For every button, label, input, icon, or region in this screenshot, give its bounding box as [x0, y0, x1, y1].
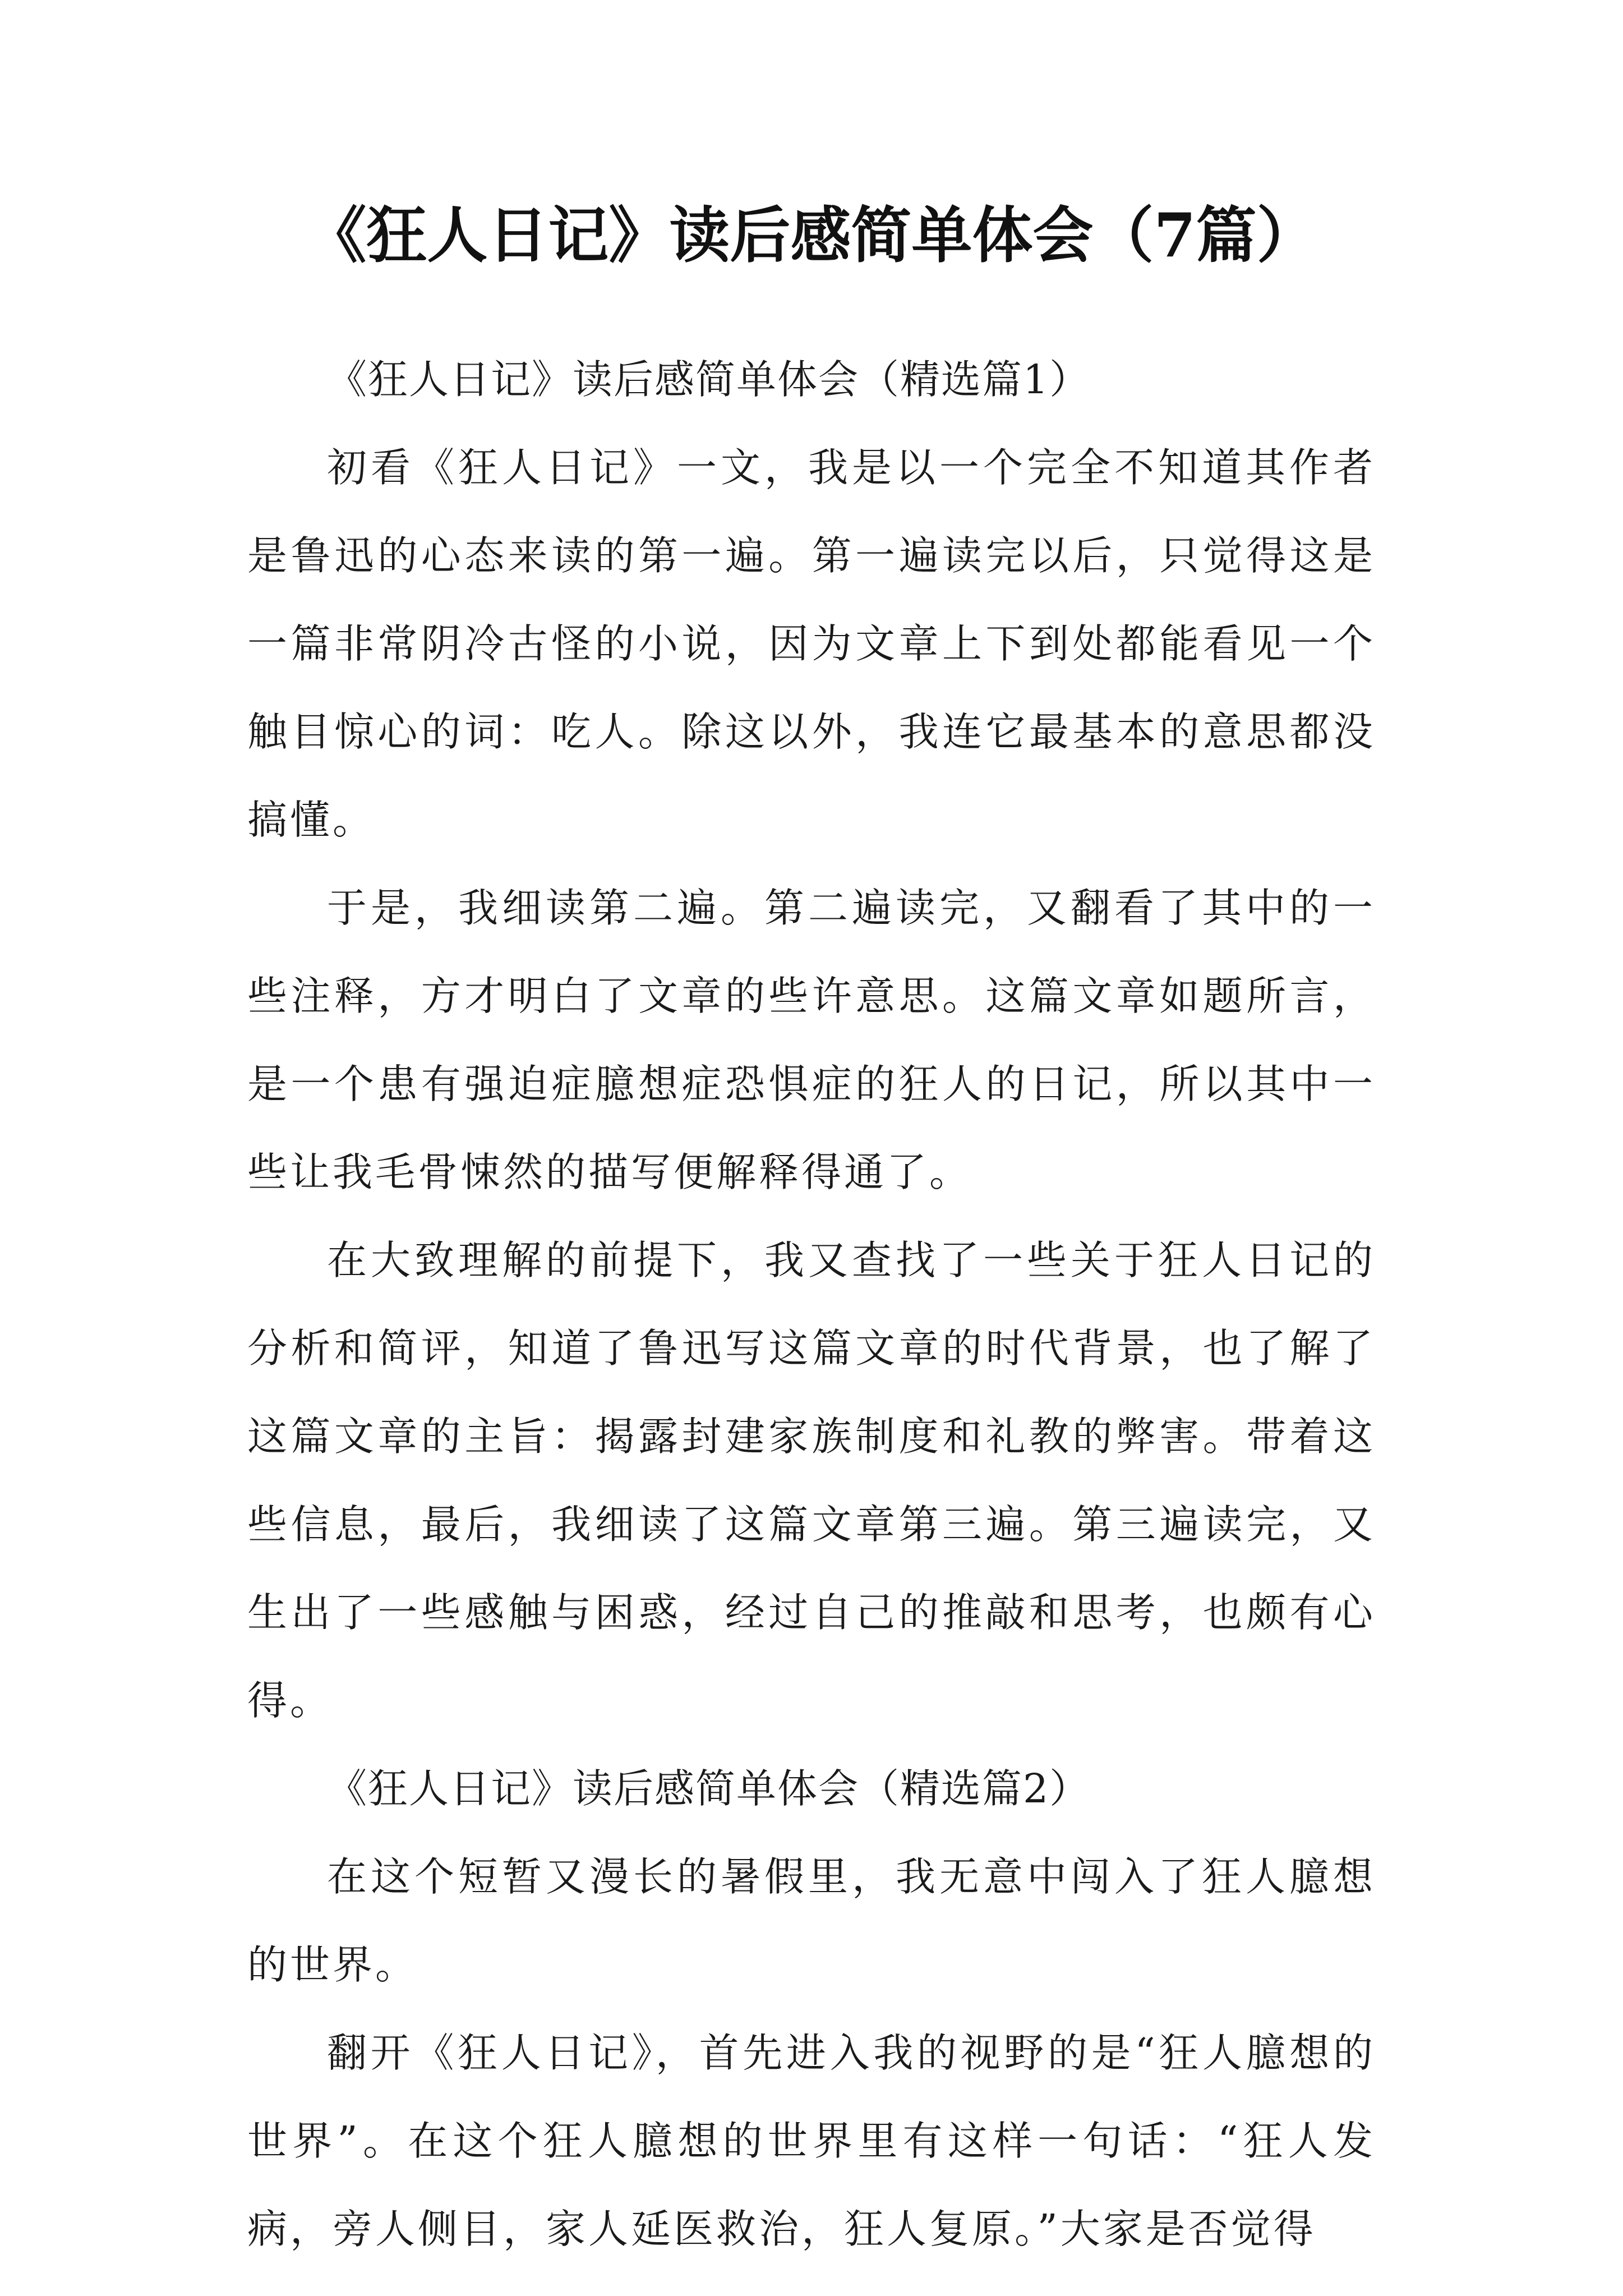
section-heading-2: 《狂人日记》读后感简单体会（精选篇2）: [327, 1765, 1091, 1812]
paragraph: 翻开《狂人日记》，首先进入我的视野的是“狂人臆想的世界”。在这个狂人臆想的世界里有这样一句话：“狂人发病，旁人侧目，家人延医救治，狂人复原。”大家是否觉得: [247, 2030, 1376, 2252]
paragraph: 于是，我细读第二遍。第二遍读完，又翻看了其中的一些注释，方才明白了文章的些许意思。这篇文章如题所言，是一个患有强迫症臆想症恐惧症的狂人的日记，所以其中一些让我毛骨悚然的描写便解释得通了。: [247, 885, 1376, 1195]
section-heading-1: 《狂人日记》读后感简单体会（精选篇1）: [327, 356, 1091, 403]
paragraph: 在这个短暂又漫长的暑假里，我无意中闯入了狂人臆想的世界。: [247, 1853, 1376, 1988]
document-body: [247, 335, 1376, 2273]
paragraph: 在大致理解的前提下，我又查找了一些关于狂人日记的分析和简评，知道了鲁迅写这篇文章的时代背景，也了解了这篇文章的主旨：揭露封建家族制度和礼教的弊害。带着这些信息，最后，我细读了这篇文章第三遍。第三遍读完，又生出了一些感触与困惑，经过自己的推敲和思考，也颇有心得。: [247, 1237, 1376, 1724]
document-title: 《狂人日记》读后感简单体会（7篇）: [306, 200, 1317, 271]
paragraph: 初看《狂人日记》一文，我是以一个完全不知道其作者是鲁迅的心态来读的第一遍。第一遍读完以后，只觉得这是一篇非常阴冷古怪的小说，因为文章上下到处都能看见一个触目惊心的词：吃人。除这以外，我连它最基本的意思都没搞懂。: [247, 444, 1376, 843]
